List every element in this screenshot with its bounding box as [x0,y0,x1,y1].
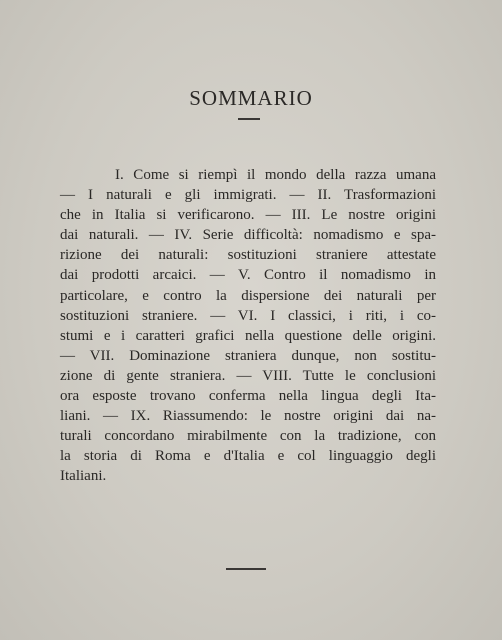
summary-line: — I naturali e gli immigrati. — II. Trasformazioni [60,187,436,204]
summary-line: la storia di Roma e d'Italia e col linguaggio degli [60,448,436,465]
page-title: SOMMARIO [189,86,313,110]
title-underline [238,118,260,120]
summary-line: — VII. Dominazione straniera dunque, non sostitu- [60,347,436,364]
end-rule [226,568,266,570]
summary-line: I. Come si riempì il mondo della razza umana [115,167,436,183]
summary-line: sostituzioni straniere. — VI. I classici, i riti, i co- [60,307,436,324]
summary-line: dai naturali. — IV. Serie difficoltà: nomadismo e spa- [60,227,436,244]
summary-line: particolare, e contro la dispersione dei naturali per [60,287,436,304]
summary-line: zione di gente straniera. — VIII. Tutte le conclusioni [60,367,436,384]
summary-line: Italiani. [60,468,107,485]
summary-line: liani. — IX. Riassumendo: le nostre origini dai na- [60,408,436,425]
summary-paragraph [60,165,436,487]
summary-line: stumi e i caratteri grafici nella questione delle origini. [60,327,436,344]
summary-line: turali concordano mirabilmente con la tradizione, con [60,428,436,445]
summary-line: che in Italia si verificarono. — III. Le nostre origini [60,207,436,224]
summary-line: ora esposte trovano conferma nella lingua degli Ita- [60,388,436,405]
summary-line: rizione dei naturali: sostituzioni straniere attestate [60,247,436,264]
summary-line: dai prodotti arcaici. — V. Contro il nomadismo in [60,267,436,284]
